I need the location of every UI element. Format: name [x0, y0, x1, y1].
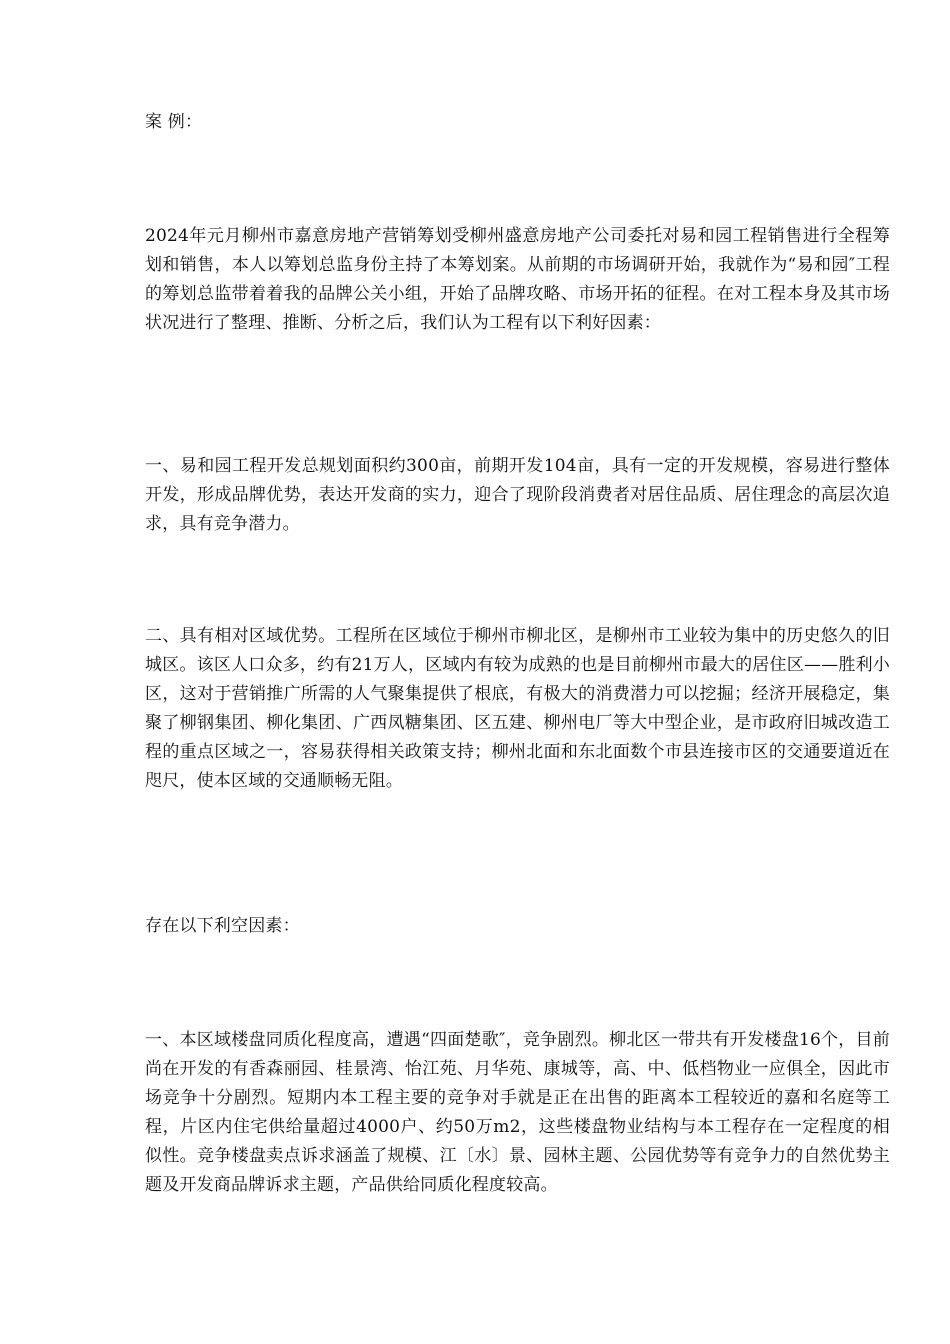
disadvantages-heading: 存在以下利空因素：: [145, 916, 300, 936]
advantage-two-paragraph: 二、具有相对区域优势。工程所在区域位于柳州市柳北区，是柳州市工业较为集中的历史悠久的旧城区。该区人口众多，约有21万人，区域内有较为成熟的也是目前柳州市最大的居住区——胜利小区，这对于营销推广所需的人气聚集提供了根底，有极大的消费潜力可以挖掘；经济开展稳定，集聚了柳钢集团、柳化集团、广西凤糖集团、区五建、柳州电厂等大中型企业，是市政府旧城改造工程的重点区域之一，容易获得相关政策支持；柳州北面和东北面数个市县连接市区的交通要道近在咫尺，使本区域的交通顺畅无阻。: [145, 626, 890, 791]
case-heading: 案 例：: [145, 112, 203, 132]
disadvantage-one-paragraph: 一、本区域楼盘同质化程度高，遭遇“四面楚歌″，竞争剧烈。柳北区一带共有开发楼盘16个，目前尚在开发的有香森丽园、桂景湾、怡江苑、月华苑、康城等，高、中、低档物业一应俱全，因此市场竞争十分剧烈。短期内本工程主要的竞争对手就是正在出售的距离本工程较近的嘉和名庭等工程，片区内住宅供给量超过4000户、约50万m2，这些楼盘物业结构与本工程存在一定程度的相似性。竞争楼盘卖点诉求涵盖了规模、江〔水〕景、园林主题、公园优势等有竞争力的自然优势主题及开发商品牌诉求主题，产品供给同质化程度较高。: [145, 1030, 890, 1195]
advantage-one-paragraph: 一、易和园工程开发总规划面积约300亩，前期开发104亩，具有一定的开发规模，容易进行整体开发，形成品牌优势，表达开发商的实力，迎合了现阶段消费者对居住品质、居住理念的高层次追求，具有竞争潜力。: [145, 456, 890, 534]
intro-paragraph: 2024年元月柳州市嘉意房地产营销筹划受柳州盛意房地产公司委托对易和园工程销售进行全程筹划和销售，本人以筹划总监身份主持了本筹划案。从前期的市场调研开始，我就作为“易和园″工程的筹划总监带着着我的品牌公关小组，开始了品牌攻略、市场开拓的征程。在对工程本身及其市场状况进行了整理、推断、分析之后，我们认为工程有以下利好因素：: [145, 226, 890, 333]
